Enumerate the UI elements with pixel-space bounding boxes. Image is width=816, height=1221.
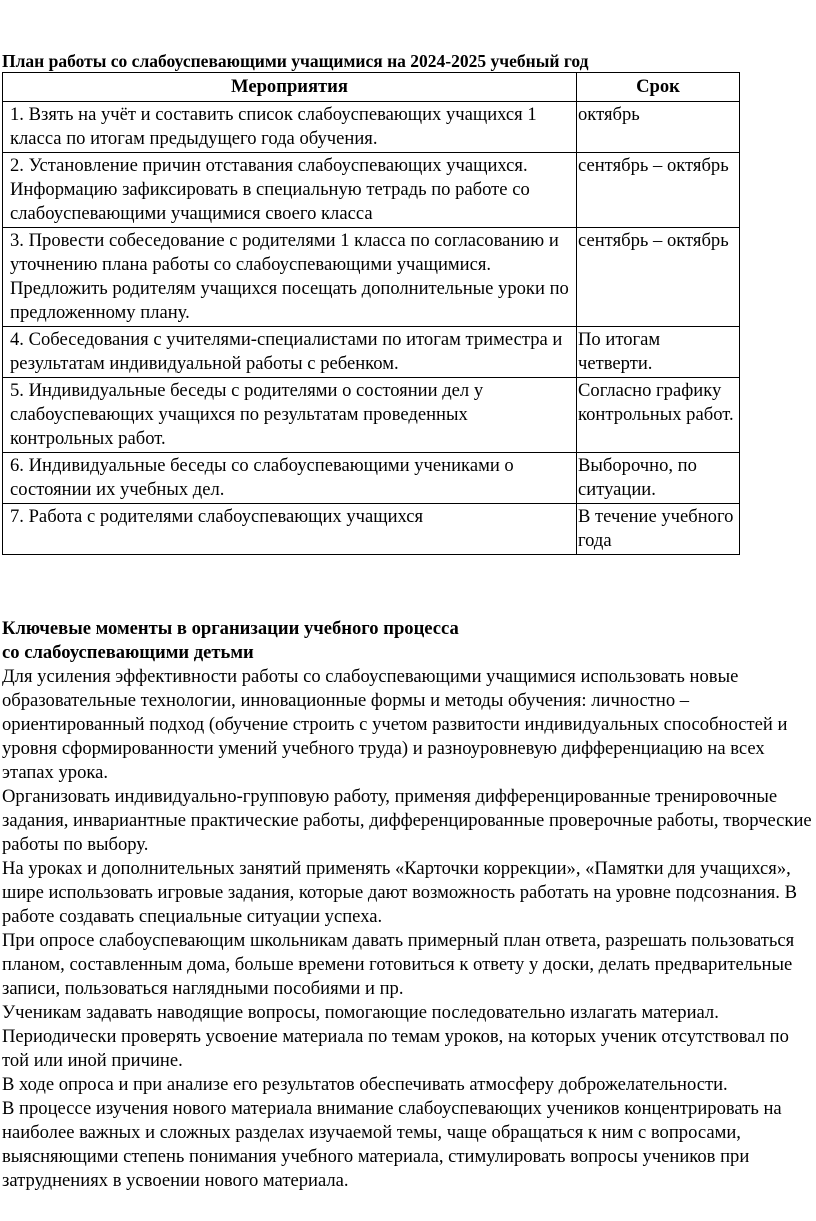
event-cell: 1. Взять на учёт и составить список слабоуспевающих учащихся 1 класса по итогам предыдущего года обучения. xyxy=(3,102,577,153)
table-header-row xyxy=(3,73,740,102)
term-cell: Согласно графику контрольных работ. xyxy=(577,378,740,453)
event-cell: 2. Установление причин отставания слабоуспевающих учащихся. Информацию зафиксировать в специальную тетрадь по работе со слабоуспевающими учащимися своего класса xyxy=(3,153,577,228)
event-cell: 5. Индивидуальные беседы с родителями о состоянии дел у слабоуспевающих учащихся по результатам проведенных контрольных работ. xyxy=(3,378,577,453)
paragraph: На уроках и дополнительных занятий применять «Карточки коррекции», «Памятки для учащихся», шире использовать игровые задания, которые дают возможность работать на уровне подсознания. В работе создавать специальные ситуации успеха. xyxy=(2,858,797,927)
key-points-section xyxy=(2,617,814,1193)
column-header-events: Мероприятия xyxy=(3,73,577,102)
term-cell: сентябрь – октябрь xyxy=(577,153,740,228)
event-cell: 7. Работа с родителями слабоуспевающих учащихся xyxy=(3,504,577,555)
paragraph: В процессе изучения нового материала внимание слабоуспевающих учеников концентрировать на наиболее важных и сложных разделах изучаемой темы, чаще обращаться к ним с вопросами, выясняющими степень понимания учебного материала, стимулировать вопросы учеников при затруднениях в усвоении нового материала. xyxy=(2,1098,782,1191)
event-cell: 4. Собеседования с учителями-специалистами по итогам триместра и результатам индивидуальной работы с ребенком. xyxy=(3,327,577,378)
section-title-line-1: Ключевые моменты в организации учебного процесса xyxy=(2,618,459,639)
page-title: План работы со слабоуспевающими учащимися на 2024-2025 учебный год xyxy=(2,51,589,71)
table-row xyxy=(3,378,740,453)
section-title-line-2: со слабоуспевающими детьми xyxy=(2,642,254,663)
term-cell: октябрь xyxy=(577,102,740,153)
table-row xyxy=(3,102,740,153)
event-cell: 6. Индивидуальные беседы со слабоуспевающими учениками о состоянии их учебных дел. xyxy=(3,453,577,504)
term-cell: В течение учебного года xyxy=(577,504,740,555)
paragraph: Периодически проверять усвоение материала по темам уроков, на которых ученик отсутствовал по той или иной причине. xyxy=(2,1026,789,1071)
paragraph: Организовать индивидуально-групповую работу, применяя дифференцированные тренировочные задания, инвариантные практические работы, дифференцированные проверочные работы, творческие работы по выбору. xyxy=(2,786,812,855)
plan-table xyxy=(2,72,740,555)
table-row xyxy=(3,153,740,228)
column-header-term: Срок xyxy=(577,73,740,102)
event-cell: 3. Провести собеседование с родителями 1 класса по согласованию и уточнению плана работы со слабоуспевающими учащимися. Предложить родителям учащихся посещать дополнительные уроки по предложенному плану. xyxy=(3,228,577,327)
paragraph: Ученикам задавать наводящие вопросы, помогающие последовательно излагать материал. xyxy=(2,1002,719,1023)
term-cell: По итогам четверти. xyxy=(577,327,740,378)
table-row xyxy=(3,228,740,327)
paragraph: В ходе опроса и при анализе его результатов обеспечивать атмосферу доброжелательности. xyxy=(2,1074,728,1095)
table-row xyxy=(3,504,740,555)
table-row xyxy=(3,453,740,504)
paragraph: Для усиления эффективности работы со слабоуспевающими учащимися использовать новые образовательные технологии, инновационные формы и методы обучения: личностно – ориентированный подход (обучение строить с учетом развитости индивидуальных способностей и уровня сформированности умений учебного труда) и разноуровневую дифференциацию на всех этапах урока. xyxy=(2,666,788,783)
paragraph: При опросе слабоуспевающим школьникам давать примерный план ответа, разрешать пользоваться планом, составленным дома, больше времени готовиться к ответу у доски, делать предварительные записи, пользоваться наглядными пособиями и пр. xyxy=(2,930,795,999)
term-cell: сентябрь – октябрь xyxy=(577,228,740,327)
table-row xyxy=(3,327,740,378)
term-cell: Выборочно, по ситуации. xyxy=(577,453,740,504)
